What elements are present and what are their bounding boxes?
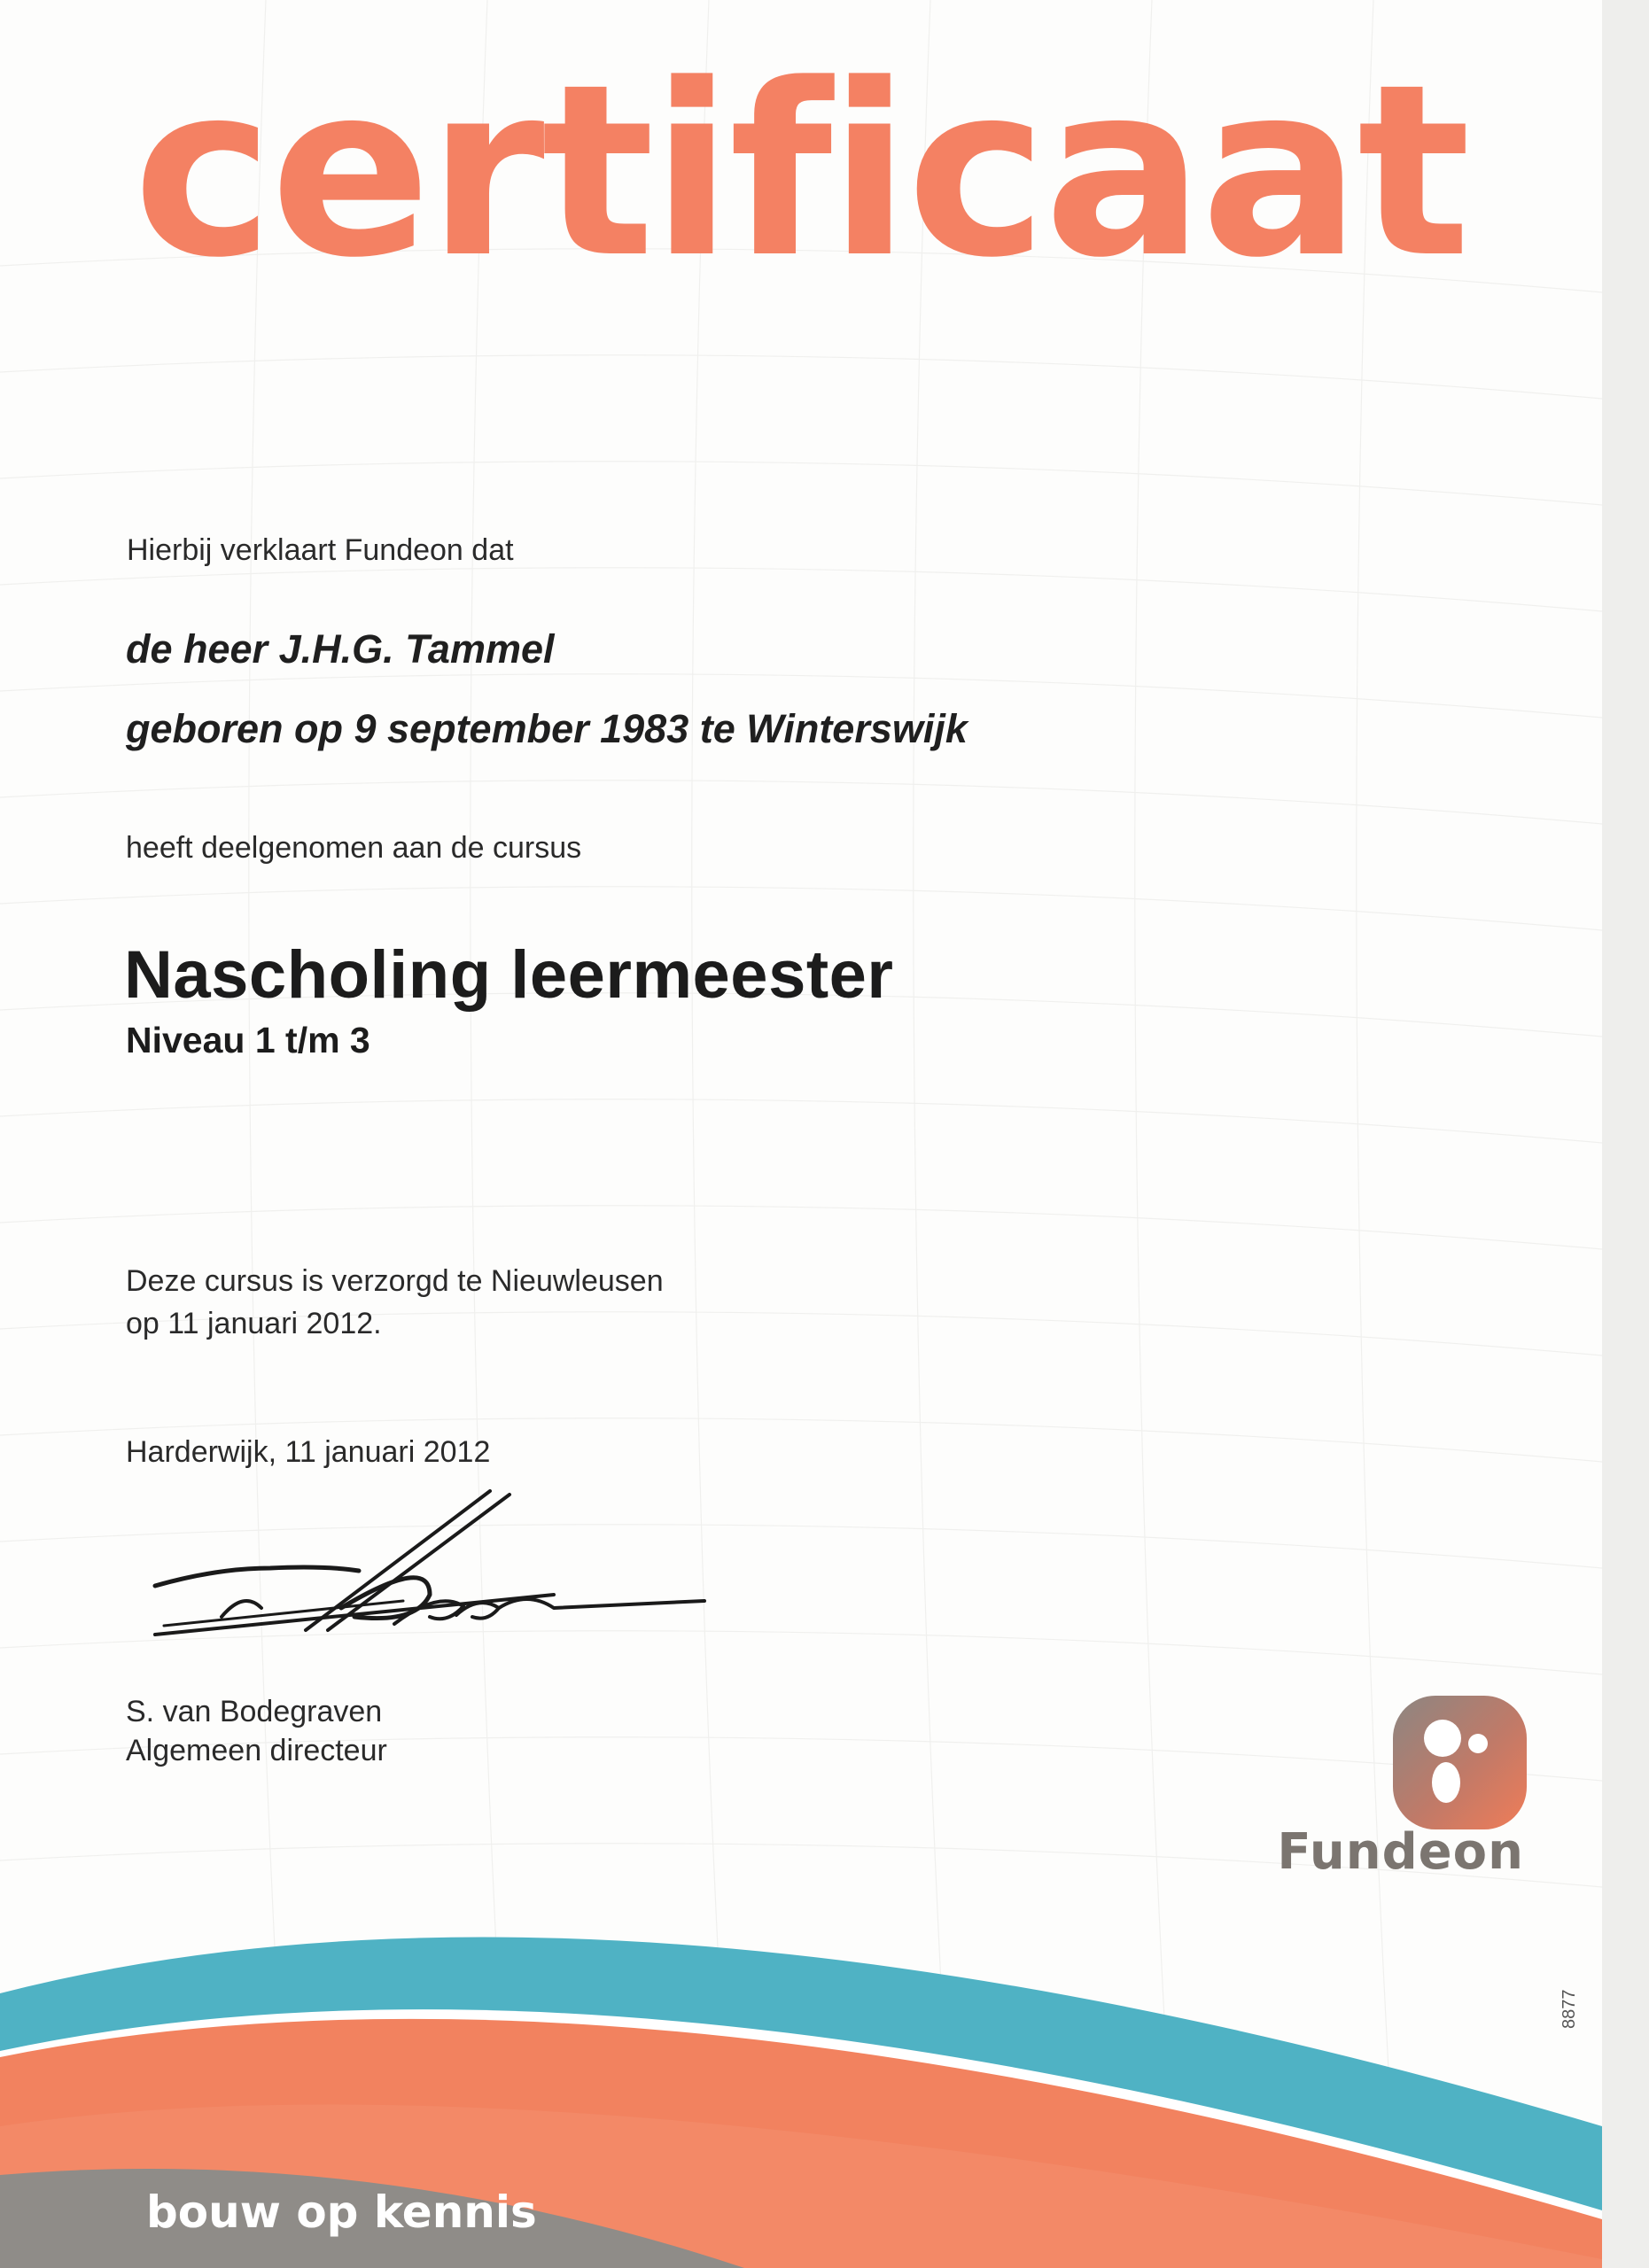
recipient-name: de heer J.H.G. Tammel [126, 626, 555, 672]
fundeon-logo-icon [1391, 1694, 1528, 1831]
participation-text: heeft deelgenomen aan de cursus [126, 831, 582, 865]
document-code: 8877 [1560, 1989, 1579, 2029]
birth-details: geboren op 9 september 1983 te Winterswijk [126, 706, 968, 751]
fundeon-logo [1258, 1694, 1524, 1889]
intro-text: Hierbij verklaart Fundeon dat [127, 533, 514, 567]
signer-title: Algemeen directeur [126, 1734, 387, 1767]
course-name: Nascholing leermeester [124, 937, 894, 1013]
signer-name: S. van Bodegraven [126, 1695, 383, 1728]
certificate-title: certificaat [133, 34, 1467, 310]
place-and-date: Harderwijk, 11 januari 2012 [126, 1435, 491, 1469]
course-level: Niveau 1 t/m 3 [126, 1020, 370, 1060]
fundeon-wordmark: Fundeon [1277, 1823, 1524, 1881]
course-location: Deze cursus is verzorgd te Nieuwleusen [126, 1264, 664, 1298]
signature [137, 1484, 731, 1652]
tagline: bouw op kennis [146, 2186, 537, 2238]
course-date: op 11 januari 2012. [126, 1307, 382, 1340]
